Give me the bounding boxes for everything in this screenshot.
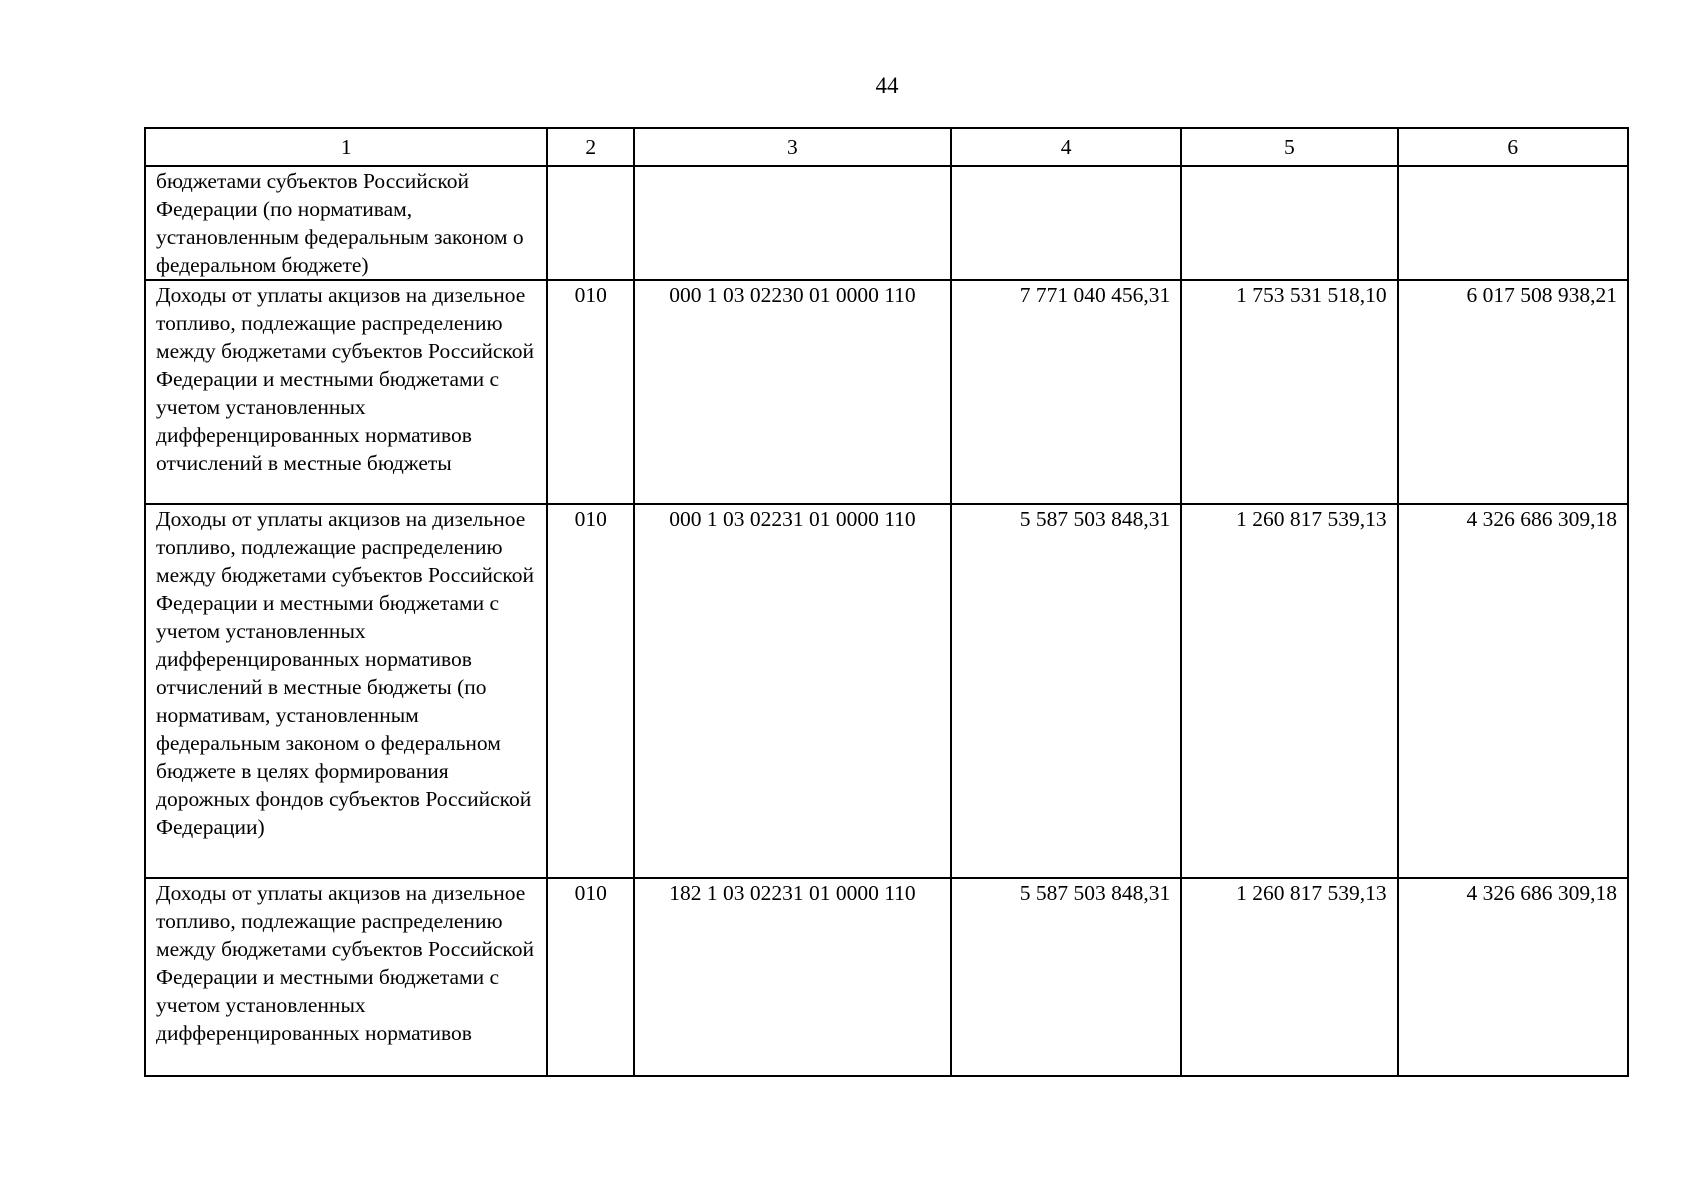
row-value-col4: [951, 166, 1181, 280]
page-number: 44: [875, 73, 899, 98]
row-line-code: 010: [547, 280, 634, 504]
column-header-2: 2: [547, 128, 634, 166]
row-name: Доходы от уплаты акцизов на дизельное топливо, подлежащие распределению между бюджетами субъектов Российской Федерации и местными бюджетами с учетом установленных дифференцированных нормативов отчислений в местные бюджеты: [145, 280, 547, 504]
row-value-col5: 1 260 817 539,13: [1181, 504, 1397, 878]
row-value-col5: 1 753 531 518,10: [1181, 280, 1397, 504]
column-header-4: 4: [951, 128, 1181, 166]
row-value-col6: 4 326 686 309,18: [1398, 878, 1628, 1076]
table-row: [145, 280, 1628, 504]
column-header-1: 1: [145, 128, 547, 166]
row-line-code: 010: [547, 878, 634, 1076]
row-value-col6: 4 326 686 309,18: [1398, 504, 1628, 878]
row-value-col4: 5 587 503 848,31: [951, 504, 1181, 878]
table-header-row: [145, 128, 1628, 166]
column-header-5: 5: [1181, 128, 1397, 166]
row-line-code: 010: [547, 504, 634, 878]
row-line-code: [547, 166, 634, 280]
table-row: [145, 504, 1628, 878]
table-row: [145, 878, 1628, 1076]
row-name: бюджетами субъектов Российской Федерации (по нормативам, установленным федеральным законом о федеральном бюджете): [145, 166, 547, 280]
row-value-col6: [1398, 166, 1628, 280]
row-budget-code: [634, 166, 951, 280]
row-name: Доходы от уплаты акцизов на дизельное топливо, подлежащие распределению между бюджетами субъектов Российской Федерации и местными бюджетами с учетом установленных дифференцированных нормативов отчислений в местные бюджеты (по нормативам, установленным федеральным законом о федеральном бюджете в целях формирования дорожных фондов субъектов Российской Федерации): [145, 504, 547, 878]
row-value-col4: 7 771 040 456,31: [951, 280, 1181, 504]
column-header-6: 6: [1398, 128, 1628, 166]
row-budget-code: 000 1 03 02231 01 0000 110: [634, 504, 951, 878]
row-budget-code: 000 1 03 02230 01 0000 110: [634, 280, 951, 504]
budget-table: [144, 127, 1629, 1077]
row-value-col4: 5 587 503 848,31: [951, 878, 1181, 1076]
column-header-3: 3: [634, 128, 951, 166]
row-value-col5: [1181, 166, 1397, 280]
table-row: [145, 166, 1628, 280]
row-value-col6: 6 017 508 938,21: [1398, 280, 1628, 504]
row-budget-code: 182 1 03 02231 01 0000 110: [634, 878, 951, 1076]
row-name: Доходы от уплаты акцизов на дизельное топливо, подлежащие распределению между бюджетами субъектов Российской Федерации и местными бюджетами с учетом установленных дифференцированных нормативов: [145, 878, 547, 1076]
row-value-col5: 1 260 817 539,13: [1181, 878, 1397, 1076]
